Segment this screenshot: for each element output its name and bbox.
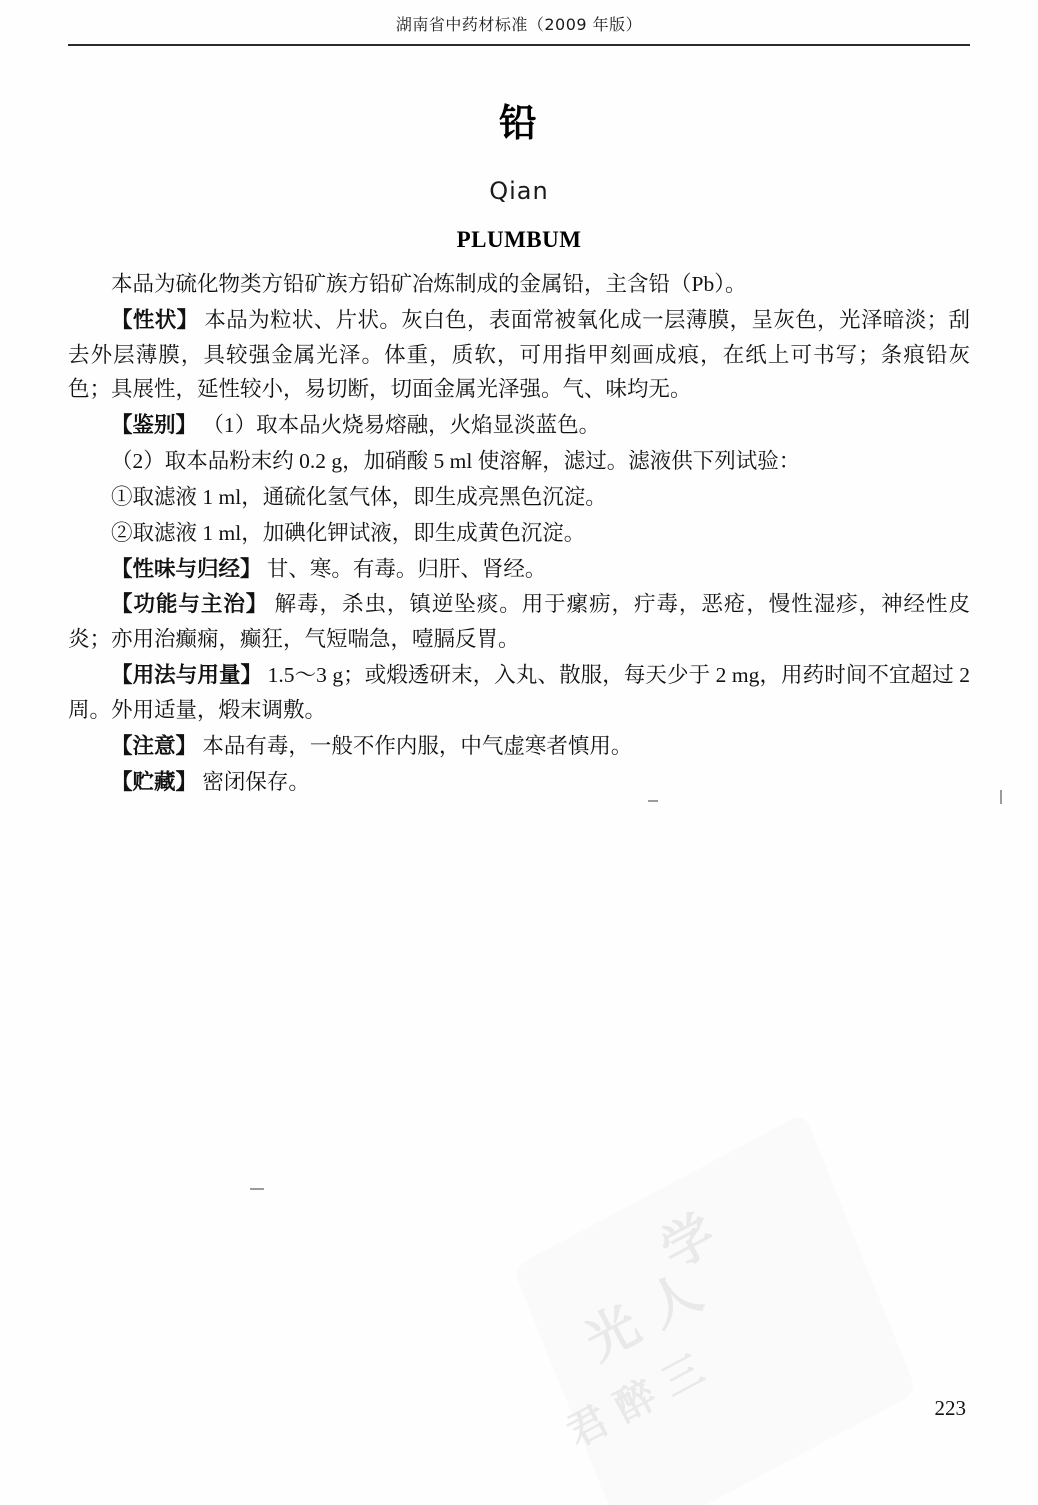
pinyin-name: Qian — [489, 177, 549, 205]
section-label: 【贮藏】 — [111, 769, 198, 794]
section-text: 本品有毒，一般不作内服，中气虚寒者慎用。 — [202, 733, 633, 758]
watermark — [540, 1170, 900, 1500]
section-text: （1）取本品火烧易熔融，火焰显淡蓝色。 — [202, 413, 601, 438]
section-text: （2）取本品粉末约 0.2 g，加硝酸 5 ml 使溶解，滤过。滤液供下列试验： — [111, 449, 801, 474]
section-paragraph — [68, 480, 970, 515]
entry-body — [68, 267, 970, 799]
section-text: 密闭保存。 — [202, 769, 310, 794]
section-label: 【功能与主治】 — [111, 592, 269, 617]
running-header: 湖南省中药材标准（2009 年版） — [395, 15, 643, 34]
page-title: 铅 — [498, 101, 539, 145]
watermark-stamp-shape — [513, 1113, 917, 1505]
section-paragraph — [68, 303, 970, 407]
section-text: ①取滤液 1 ml，通硫化氢气体，即生成亮黑色沉淀。 — [111, 484, 607, 509]
section-paragraph — [68, 587, 970, 657]
crop-mark-right — [1000, 790, 1002, 804]
section-paragraph — [68, 729, 970, 764]
definition-paragraph: 本品为硫化物类方铅矿族方铅矿冶炼制成的金属铅，主含铅（Pb）。 — [111, 272, 747, 296]
section-paragraph — [68, 516, 970, 551]
watermark-line-1: 学 — [651, 1203, 726, 1282]
section-label: 【注意】 — [111, 733, 198, 758]
crop-mark-left — [250, 1188, 264, 1190]
latin-name: PLUMBUM — [456, 227, 582, 252]
watermark-line-2: 光 人 — [575, 1262, 712, 1373]
section-text: ②取滤液 1 ml，加碘化钾试液，即生成黄色沉淀。 — [111, 520, 586, 545]
section-label: 【鉴别】 — [111, 413, 198, 438]
section-paragraph — [68, 408, 970, 443]
section-paragraph — [68, 444, 970, 479]
section-label: 【性味与归经】 — [111, 556, 262, 581]
section-paragraph — [68, 765, 970, 800]
header-rule — [68, 44, 970, 46]
section-label: 【用法与用量】 — [111, 663, 263, 688]
page-content — [68, 72, 970, 800]
section-text: 解毒，杀虫，镇逆坠痰。用于瘰疬，疔毒，恶疮，慢性湿疹，神经性皮炎；亦用治癫痫，癫狂，气短喘急，噎膈反胃。 — [68, 592, 970, 652]
section-label: 【性状】 — [111, 307, 199, 332]
section-text: 1.5～3 g；或煅透研末，入丸、散服，每天少于 2 mg，用药时间不宜超过 2 周。外用适量，煅末调敷。 — [68, 663, 970, 722]
page-number: 223 — [934, 1396, 966, 1420]
section-paragraph — [68, 658, 970, 728]
section-text: 本品为粒状、片状。灰白色，表面常被氧化成一层薄膜，呈灰色，光泽暗淡；刮去外层薄膜，具较强金属光泽。体重，质软，可用指甲刻画成痕，在纸上可书写；条痕铅灰色；具展性，延性较小，易切断，切面金属光泽强。气、味均无。 — [68, 307, 970, 402]
section-paragraph — [68, 552, 970, 587]
crop-mark-middle — [648, 800, 658, 802]
section-text: 甘、寒。有毒。归肝、肾经。 — [266, 556, 547, 581]
watermark-line-3: 君 醉 三 — [559, 1346, 712, 1457]
